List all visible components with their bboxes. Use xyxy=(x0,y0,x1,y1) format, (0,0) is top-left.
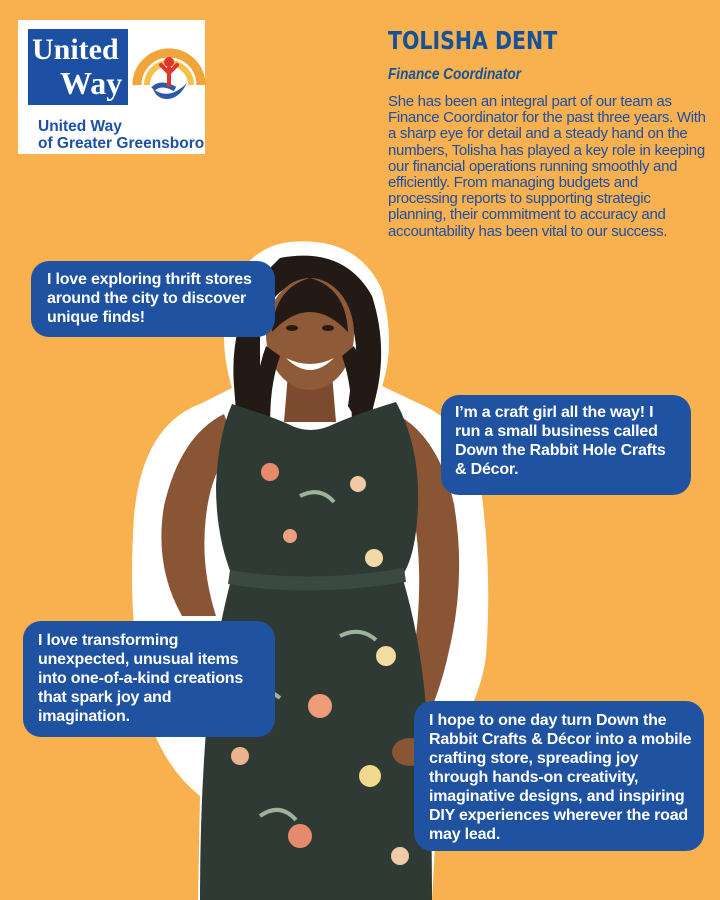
logo-word-way: Way xyxy=(60,65,123,101)
profile-role: Finance Coordinator xyxy=(388,66,521,83)
logo-caption-line1: United Way xyxy=(38,118,122,135)
fun-fact-thrift-bubble: I love exploring thrift stores around the city to discover unique finds! xyxy=(31,261,275,337)
logo-word-united: United xyxy=(32,33,119,66)
fun-fact-craft-bubble: I’m a craft girl all the way! I run a small business called Down the Rabbit Hole Crafts & Décor. xyxy=(441,395,691,495)
fun-fact-dream-bubble: I hope to one day turn Down the Rabbit Crafts & Décor into a mobile crafting store, spreading joy through hands-on creativity, imaginative designs, and inspiring DIY experiences wherever the road may lead. xyxy=(414,701,704,851)
logo-caption xyxy=(38,118,204,152)
logo-wordmark-box xyxy=(28,29,128,105)
profile-name: TOLISHA DENT xyxy=(388,26,558,55)
logo-caption-line2: of Greater Greensboro xyxy=(38,135,205,152)
logo-card xyxy=(18,20,205,154)
united-way-logo xyxy=(28,29,205,152)
fun-fact-transform-bubble: I love transforming unexpected, unusual items into one-of-a-kind creations that spark joy and imagination. xyxy=(23,621,275,737)
profile-bio: She has been an integral part of our team as Finance Coordinator for the past three years. With a sharp eye for detail and a steady hand on the numbers, Tolisha has played a key role in keeping our financial operations running smoothly and efficiently. From managing budgets and processing reports to supporting strategic planning, their commitment to accuracy and accountability has been vital to our success. xyxy=(388,93,706,240)
united-way-emblem-icon xyxy=(131,29,207,105)
